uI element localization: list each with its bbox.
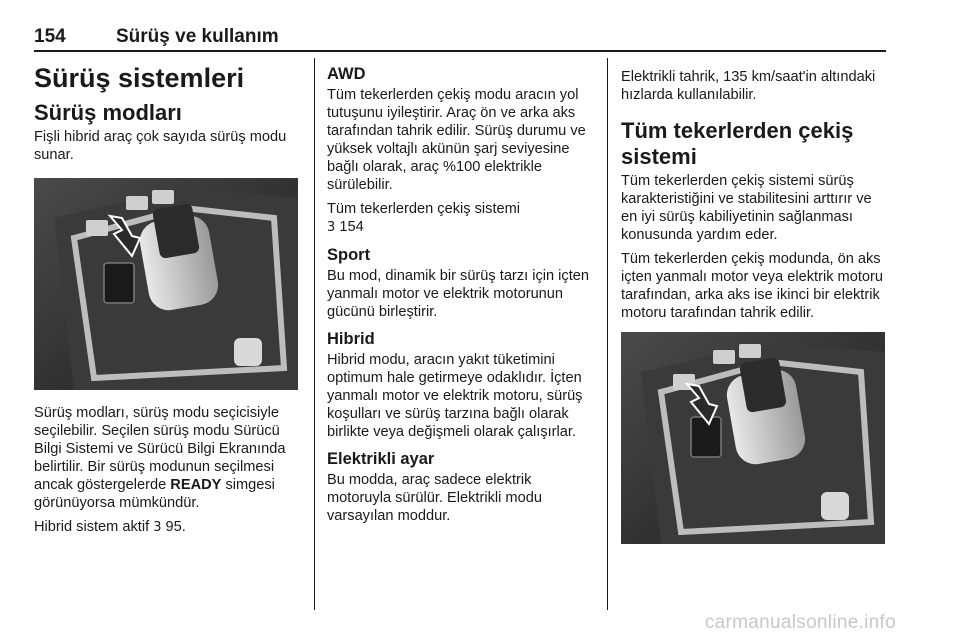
watermark: carmanualsonline.info — [704, 612, 896, 633]
ready-symbol: READY — [170, 477, 222, 493]
awd-text: Tüm tekerlerden çekiş modu aracın yol tutuşunu iyileştirir. Araç ön ve arka aks tarafından tahrik edilir. Sürüş durumu ve yüksek voltajlı akünün şarj seviyesine bağlı olarak, araç %100 elektrikle sürülebilir. — [327, 87, 586, 193]
column-1 — [34, 60, 300, 543]
awd-system-text-2: Tüm tekerlerden çekiş modunda, ön aks içten yanmalı motor veya elektrik motoru tarafından, arka aks ise ikinci bir elektrik motoru tarafından tahrik edilir. — [621, 251, 883, 321]
page-number: 154 — [34, 26, 66, 47]
drive-mode-caption: Sürüş modları, sürüş modu seçicisiyle seçilebilir. Seçilen sürüş modu Sürücü Bilgi Sistemi ve Sürücü Bilgi Ekranında belirtilir. Bir sürüş modunun seçilmesi ancak göstergelerde READY simgesi görünüyorsa mümkündür. — [34, 405, 286, 511]
section-title: Sürüş sistemleri — [34, 63, 245, 93]
awd-selector-photo — [621, 332, 885, 544]
awd-system-text-1: Tüm tekerlerden çekiş sistemi sürüş karakteristiğini ve stabilitesini arttırır ve en iyi sürüş kabiliyetinin sağlanması konusunda yardım eder. — [621, 173, 872, 243]
intro-text: Fişli hibrid araç çok sayıda sürüş modu sunar. — [34, 129, 287, 163]
hybrid-active-reference: Hibrid sistem aktif 3 95. — [34, 519, 186, 535]
sport-heading: Sport — [327, 246, 371, 264]
subsection-title: Sürüş modları — [34, 100, 182, 125]
awd-system-title: Tüm tekerlerden çekiş sistemi — [621, 118, 854, 169]
column-divider-1 — [314, 58, 315, 610]
electric-continued-text: Elektrikli tahrik, 135 km/saat'in altındaki hızlarda kullanılabilir. — [621, 69, 876, 103]
chapter-title: Sürüş ve kullanım — [116, 26, 279, 47]
hybrid-heading: Hibrid — [327, 330, 375, 348]
awd-reference: Tüm tekerlerden çekiş sistemi 3 154 — [327, 201, 521, 235]
page-header — [34, 26, 886, 50]
column-3 — [621, 60, 887, 558]
awd-heading: AWD — [327, 65, 366, 83]
electric-heading: Elektrikli ayar — [327, 450, 435, 468]
column-divider-2 — [607, 58, 608, 610]
page-reference-arrow-icon: 3 — [153, 520, 162, 535]
sport-text: Bu mod, dinamik bir sürüş tarzı için içten yanmalı motor ve elektrik motorunun gücünü birleştirir. — [327, 268, 589, 320]
column-2 — [327, 60, 593, 531]
hybrid-text: Hibrid modu, aracın yakıt tüketimini optimum hale getirmeye odaklıdır. İçten yanmalı motor ve elektrik motoru, sürüş koşulları ve sürüş tarzına bağlı olarak birlikte veya değişmeli olarak çalışırlar. — [327, 352, 583, 440]
electric-text: Bu modda, araç sadece elektrik motoruyla sürülür. Elektrikli modu varsayılan moddur. — [327, 472, 542, 524]
drive-mode-selector-photo — [34, 178, 298, 390]
header-rule — [34, 50, 886, 52]
page-reference-arrow-icon: 3 — [327, 220, 336, 235]
